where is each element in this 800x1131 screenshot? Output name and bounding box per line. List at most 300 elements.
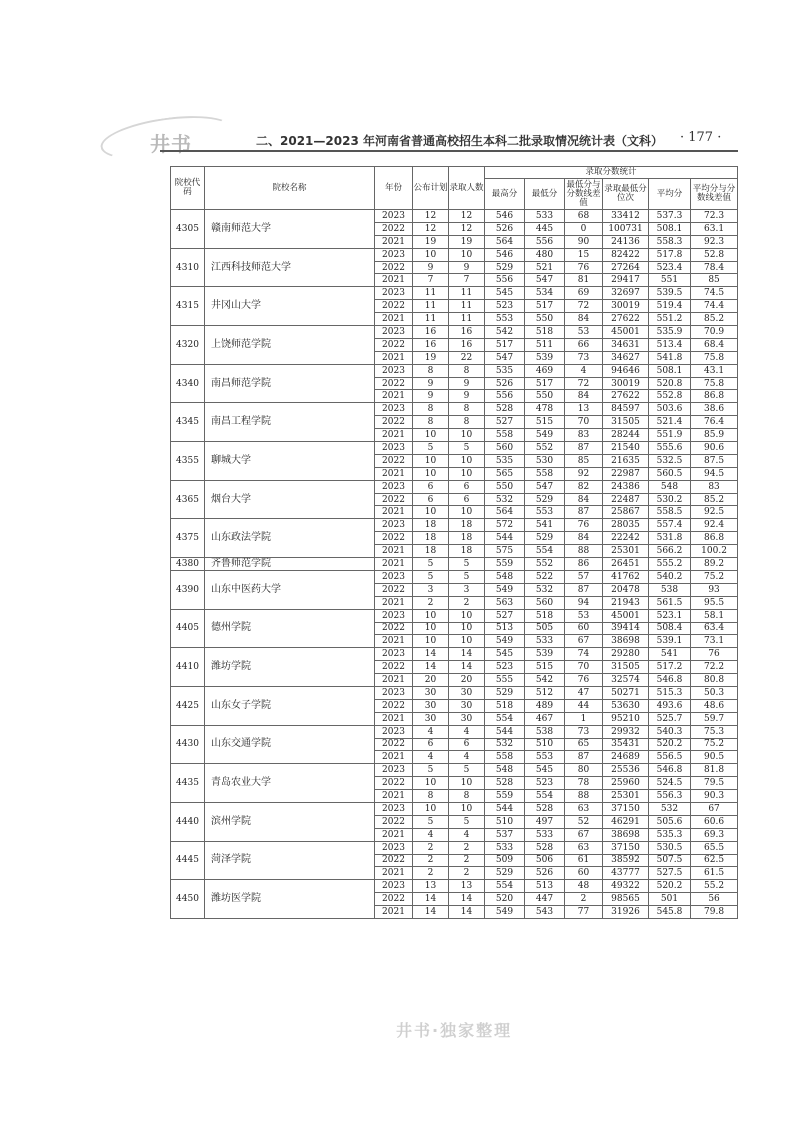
- cell-avg-diff: 63.1: [691, 222, 738, 235]
- cell-year: 2023: [375, 248, 413, 261]
- cell-plan: 6: [413, 738, 449, 751]
- cell-avg-score: 546.8: [649, 764, 691, 777]
- cell-avg-diff: 72.3: [691, 210, 738, 223]
- header-rule: [160, 150, 738, 152]
- cell-min-score: 534: [525, 287, 565, 300]
- cell-min-diff: 87: [565, 506, 603, 519]
- cell-max-score: 532: [485, 493, 525, 506]
- cell-min-diff: 57: [565, 570, 603, 583]
- cell-min-rank: 24689: [603, 751, 649, 764]
- cell-min-score: 541: [525, 519, 565, 532]
- cell-avg-score: 555.2: [649, 558, 691, 571]
- table-body: [171, 210, 738, 919]
- cell-year: 2023: [375, 880, 413, 893]
- cell-max-score: 544: [485, 725, 525, 738]
- cell-year: 2022: [375, 261, 413, 274]
- cell-min-diff: 53: [565, 326, 603, 339]
- cell-year: 2021: [375, 351, 413, 364]
- cell-avg-score: 520.2: [649, 738, 691, 751]
- cell-avg-diff: 100.2: [691, 545, 738, 558]
- cell-min-score: 533: [525, 210, 565, 223]
- cell-avg-diff: 85: [691, 274, 738, 287]
- cell-min-rank: 21540: [603, 442, 649, 455]
- cell-min-diff: 84: [565, 532, 603, 545]
- cell-avg-score: 532.5: [649, 454, 691, 467]
- cell-avg-diff: 74.4: [691, 300, 738, 313]
- cell-min-score: 530: [525, 454, 565, 467]
- cell-min-score: 556: [525, 235, 565, 248]
- cell-avg-score: 551: [649, 274, 691, 287]
- cell-avg-diff: 76.4: [691, 416, 738, 429]
- cell-min-diff: 1: [565, 712, 603, 725]
- cell-avg-score: 555.6: [649, 442, 691, 455]
- cell-year: 2022: [375, 532, 413, 545]
- cell-max-score: 554: [485, 712, 525, 725]
- cell-min-diff: 70: [565, 416, 603, 429]
- cell-min-score: 558: [525, 467, 565, 480]
- cell-plan: 19: [413, 235, 449, 248]
- cell-admit: 10: [449, 802, 485, 815]
- cell-year: 2022: [375, 661, 413, 674]
- table-row: [171, 802, 738, 815]
- cell-avg-score: 503.6: [649, 403, 691, 416]
- cell-year: 2021: [375, 235, 413, 248]
- col-score-group: 录取分数统计: [485, 167, 738, 179]
- table-row: [171, 403, 738, 416]
- cell-plan: 8: [413, 364, 449, 377]
- cell-min-diff: 65: [565, 738, 603, 751]
- cell-min-diff: 73: [565, 725, 603, 738]
- cell-admit: 18: [449, 545, 485, 558]
- cell-min-rank: 24386: [603, 480, 649, 493]
- cell-max-score: 556: [485, 274, 525, 287]
- cell-avg-diff: 52.8: [691, 248, 738, 261]
- cell-min-diff: 13: [565, 403, 603, 416]
- cell-min-score: 522: [525, 570, 565, 583]
- cell-plan: 5: [413, 815, 449, 828]
- cell-min-diff: 78: [565, 777, 603, 790]
- cell-min-diff: 85: [565, 454, 603, 467]
- cell-avg-score: 540.2: [649, 570, 691, 583]
- cell-min-diff: 84: [565, 313, 603, 326]
- cell-avg-score: 556.5: [649, 751, 691, 764]
- cell-avg-score: 537.3: [649, 210, 691, 223]
- cell-min-score: 445: [525, 222, 565, 235]
- cell-min-rank: 82422: [603, 248, 649, 261]
- cell-avg-diff: 75.3: [691, 725, 738, 738]
- cell-max-score: 544: [485, 532, 525, 545]
- school-name: 江西科技师范大学: [205, 248, 375, 287]
- cell-year: 2021: [375, 790, 413, 803]
- cell-admit: 8: [449, 790, 485, 803]
- cell-admit: 11: [449, 313, 485, 326]
- cell-avg-diff: 69.3: [691, 828, 738, 841]
- table-row: [171, 519, 738, 532]
- cell-min-score: 517: [525, 377, 565, 390]
- cell-admit: 2: [449, 867, 485, 880]
- cell-min-score: 510: [525, 738, 565, 751]
- cell-min-score: 553: [525, 506, 565, 519]
- cell-min-score: 480: [525, 248, 565, 261]
- cell-avg-diff: 65.5: [691, 841, 738, 854]
- cell-max-score: 529: [485, 867, 525, 880]
- cell-avg-score: 540.3: [649, 725, 691, 738]
- cell-year: 2022: [375, 622, 413, 635]
- cell-year: 2023: [375, 326, 413, 339]
- col-avg-diff: 平均分与分数线差值: [691, 179, 738, 210]
- cell-avg-score: 552.8: [649, 390, 691, 403]
- cell-plan: 11: [413, 300, 449, 313]
- school-name: 山东女子学院: [205, 686, 375, 725]
- col-name: 院校名称: [205, 167, 375, 210]
- cell-min-rank: 30019: [603, 300, 649, 313]
- cell-avg-diff: 90.3: [691, 790, 738, 803]
- cell-min-score: 478: [525, 403, 565, 416]
- cell-admit: 5: [449, 570, 485, 583]
- cell-avg-score: 513.4: [649, 338, 691, 351]
- cell-min-rank: 43777: [603, 867, 649, 880]
- cell-plan: 18: [413, 545, 449, 558]
- cell-plan: 12: [413, 210, 449, 223]
- cell-min-rank: 50271: [603, 686, 649, 699]
- school-code: 4425: [171, 686, 205, 725]
- cell-max-score: 550: [485, 480, 525, 493]
- table-row: [171, 287, 738, 300]
- cell-admit: 16: [449, 326, 485, 339]
- cell-min-diff: 77: [565, 906, 603, 919]
- cell-max-score: 572: [485, 519, 525, 532]
- cell-min-rank: 41762: [603, 570, 649, 583]
- cell-avg-score: 548: [649, 480, 691, 493]
- cell-max-score: 523: [485, 300, 525, 313]
- cell-max-score: 535: [485, 364, 525, 377]
- cell-year: 2023: [375, 210, 413, 223]
- school-code: 4355: [171, 442, 205, 481]
- cell-min-rank: 84597: [603, 403, 649, 416]
- cell-min-score: 552: [525, 442, 565, 455]
- cell-max-score: 532: [485, 738, 525, 751]
- cell-avg-diff: 85.2: [691, 313, 738, 326]
- cell-admit: 13: [449, 880, 485, 893]
- table-row: [171, 248, 738, 261]
- cell-plan: 14: [413, 906, 449, 919]
- cell-max-score: 520: [485, 893, 525, 906]
- cell-avg-diff: 78.4: [691, 261, 738, 274]
- school-code: 4310: [171, 248, 205, 287]
- cell-avg-diff: 79.5: [691, 777, 738, 790]
- cell-year: 2023: [375, 725, 413, 738]
- cell-min-rank: 34631: [603, 338, 649, 351]
- cell-avg-diff: 90.6: [691, 442, 738, 455]
- cell-max-score: 513: [485, 622, 525, 635]
- cell-plan: 4: [413, 725, 449, 738]
- cell-year: 2023: [375, 686, 413, 699]
- school-name: 山东交通学院: [205, 725, 375, 764]
- cell-avg-diff: 80.8: [691, 674, 738, 687]
- cell-min-rank: 29417: [603, 274, 649, 287]
- school-code: 4430: [171, 725, 205, 764]
- cell-avg-diff: 93: [691, 583, 738, 596]
- cell-max-score: 564: [485, 506, 525, 519]
- cell-avg-diff: 76: [691, 648, 738, 661]
- cell-admit: 19: [449, 235, 485, 248]
- cell-min-score: 532: [525, 583, 565, 596]
- cell-admit: 4: [449, 725, 485, 738]
- cell-max-score: 527: [485, 609, 525, 622]
- cell-avg-diff: 72.2: [691, 661, 738, 674]
- cell-avg-diff: 75.8: [691, 377, 738, 390]
- cell-avg-diff: 90.5: [691, 751, 738, 764]
- table-row: [171, 686, 738, 699]
- cell-avg-diff: 61.5: [691, 867, 738, 880]
- cell-admit: 10: [449, 454, 485, 467]
- cell-min-rank: 34627: [603, 351, 649, 364]
- cell-admit: 8: [449, 416, 485, 429]
- cell-admit: 12: [449, 210, 485, 223]
- cell-plan: 8: [413, 403, 449, 416]
- cell-max-score: 517: [485, 338, 525, 351]
- cell-min-rank: 27622: [603, 313, 649, 326]
- cell-year: 2022: [375, 377, 413, 390]
- cell-min-rank: 95210: [603, 712, 649, 725]
- cell-avg-score: 546.8: [649, 674, 691, 687]
- cell-min-rank: 53630: [603, 699, 649, 712]
- cell-admit: 8: [449, 403, 485, 416]
- cell-avg-diff: 67: [691, 802, 738, 815]
- cell-avg-diff: 87.5: [691, 454, 738, 467]
- cell-min-score: 545: [525, 764, 565, 777]
- cell-admit: 2: [449, 854, 485, 867]
- cell-min-diff: 53: [565, 609, 603, 622]
- cell-admit: 10: [449, 248, 485, 261]
- cell-min-rank: 21635: [603, 454, 649, 467]
- cell-admit: 5: [449, 558, 485, 571]
- col-admit: 录取人数: [449, 167, 485, 210]
- cell-max-score: 545: [485, 287, 525, 300]
- cell-min-rank: 20478: [603, 583, 649, 596]
- cell-min-score: 467: [525, 712, 565, 725]
- cell-min-rank: 46291: [603, 815, 649, 828]
- cell-min-score: 515: [525, 661, 565, 674]
- cell-min-rank: 32697: [603, 287, 649, 300]
- school-code: 4405: [171, 609, 205, 648]
- cell-max-score: 565: [485, 467, 525, 480]
- cell-min-diff: 48: [565, 880, 603, 893]
- col-avg: 平均分: [649, 179, 691, 210]
- cell-avg-diff: 63.4: [691, 622, 738, 635]
- cell-min-score: 505: [525, 622, 565, 635]
- school-name: 赣南师范大学: [205, 210, 375, 249]
- school-name: 山东政法学院: [205, 519, 375, 558]
- cell-avg-diff: 55.2: [691, 880, 738, 893]
- cell-min-rank: 25867: [603, 506, 649, 519]
- cell-max-score: 518: [485, 699, 525, 712]
- cell-min-diff: 92: [565, 467, 603, 480]
- cell-admit: 5: [449, 442, 485, 455]
- cell-avg-score: 566.2: [649, 545, 691, 558]
- school-name: 上饶师范学院: [205, 326, 375, 365]
- cell-admit: 10: [449, 429, 485, 442]
- cell-avg-diff: 70.9: [691, 326, 738, 339]
- cell-year: 2021: [375, 545, 413, 558]
- cell-max-score: 549: [485, 583, 525, 596]
- cell-plan: 10: [413, 635, 449, 648]
- cell-avg-score: 508.1: [649, 364, 691, 377]
- cell-min-rank: 32574: [603, 674, 649, 687]
- cell-min-score: 542: [525, 674, 565, 687]
- cell-min-score: 539: [525, 351, 565, 364]
- cell-year: 2022: [375, 699, 413, 712]
- school-name: 南昌工程学院: [205, 403, 375, 442]
- cell-year: 2021: [375, 506, 413, 519]
- cell-min-score: 513: [525, 880, 565, 893]
- cell-min-diff: 84: [565, 390, 603, 403]
- cell-plan: 18: [413, 532, 449, 545]
- cell-min-rank: 38592: [603, 854, 649, 867]
- cell-plan: 30: [413, 699, 449, 712]
- cell-avg-score: 538: [649, 583, 691, 596]
- page-title: 二、2021—2023 年河南省普通高校招生本科二批录取情况统计表（文科）: [256, 134, 663, 148]
- cell-min-diff: 76: [565, 261, 603, 274]
- cell-year: 2021: [375, 274, 413, 287]
- cell-avg-score: 530.2: [649, 493, 691, 506]
- cell-admit: 14: [449, 893, 485, 906]
- cell-plan: 10: [413, 777, 449, 790]
- cell-min-diff: 84: [565, 493, 603, 506]
- cell-min-diff: 72: [565, 300, 603, 313]
- col-code: 院校代码: [171, 167, 205, 210]
- cell-avg-diff: 86.8: [691, 532, 738, 545]
- cell-plan: 6: [413, 493, 449, 506]
- cell-max-score: 523: [485, 661, 525, 674]
- cell-min-diff: 80: [565, 764, 603, 777]
- cell-min-diff: 94: [565, 596, 603, 609]
- cell-min-score: 533: [525, 828, 565, 841]
- cell-year: 2021: [375, 906, 413, 919]
- cell-year: 2022: [375, 777, 413, 790]
- cell-min-diff: 15: [565, 248, 603, 261]
- school-code: 4390: [171, 570, 205, 609]
- cell-min-diff: 83: [565, 429, 603, 442]
- cell-min-diff: 90: [565, 235, 603, 248]
- cell-max-score: 547: [485, 351, 525, 364]
- cell-min-rank: 21943: [603, 596, 649, 609]
- cell-min-score: 528: [525, 841, 565, 854]
- school-code: 4320: [171, 326, 205, 365]
- school-code: 4380: [171, 558, 205, 571]
- cell-plan: 8: [413, 790, 449, 803]
- cell-max-score: 528: [485, 403, 525, 416]
- cell-max-score: 529: [485, 686, 525, 699]
- cell-admit: 10: [449, 609, 485, 622]
- cell-min-rank: 26451: [603, 558, 649, 571]
- cell-plan: 16: [413, 338, 449, 351]
- table-row: [171, 570, 738, 583]
- cell-min-rank: 31505: [603, 416, 649, 429]
- cell-min-score: 523: [525, 777, 565, 790]
- cell-admit: 16: [449, 338, 485, 351]
- cell-avg-diff: 81.8: [691, 764, 738, 777]
- table-row: [171, 725, 738, 738]
- cell-min-score: 506: [525, 854, 565, 867]
- cell-min-diff: 82: [565, 480, 603, 493]
- col-year: 年份: [375, 167, 413, 210]
- cell-year: 2023: [375, 841, 413, 854]
- cell-min-score: 526: [525, 867, 565, 880]
- school-code: 4440: [171, 802, 205, 841]
- table-row: [171, 841, 738, 854]
- cell-avg-diff: 75.2: [691, 570, 738, 583]
- table-row: [171, 480, 738, 493]
- cell-year: 2021: [375, 828, 413, 841]
- cell-avg-score: 505.6: [649, 815, 691, 828]
- cell-avg-diff: 58.1: [691, 609, 738, 622]
- cell-min-rank: 37150: [603, 802, 649, 815]
- cell-admit: 14: [449, 906, 485, 919]
- admission-table: [170, 166, 738, 919]
- cell-avg-diff: 74.5: [691, 287, 738, 300]
- cell-min-diff: 72: [565, 377, 603, 390]
- cell-admit: 4: [449, 751, 485, 764]
- cell-min-score: 515: [525, 416, 565, 429]
- cell-admit: 14: [449, 648, 485, 661]
- cell-min-score: 469: [525, 364, 565, 377]
- cell-min-rank: 25301: [603, 545, 649, 558]
- cell-plan: 14: [413, 661, 449, 674]
- cell-avg-score: 560.5: [649, 467, 691, 480]
- cell-admit: 10: [449, 506, 485, 519]
- cell-avg-score: 535.9: [649, 326, 691, 339]
- cell-admit: 11: [449, 287, 485, 300]
- cell-year: 2022: [375, 338, 413, 351]
- cell-year: 2022: [375, 583, 413, 596]
- cell-admit: 30: [449, 686, 485, 699]
- cell-admit: 4: [449, 828, 485, 841]
- cell-plan: 11: [413, 287, 449, 300]
- cell-avg-score: 539.1: [649, 635, 691, 648]
- cell-min-diff: 81: [565, 274, 603, 287]
- cell-avg-score: 493.6: [649, 699, 691, 712]
- school-code: 4410: [171, 648, 205, 687]
- cell-plan: 14: [413, 648, 449, 661]
- cell-year: 2023: [375, 570, 413, 583]
- table-row: [171, 364, 738, 377]
- cell-avg-score: 551.9: [649, 429, 691, 442]
- cell-year: 2021: [375, 390, 413, 403]
- cell-max-score: 545: [485, 648, 525, 661]
- cell-min-diff: 60: [565, 622, 603, 635]
- cell-max-score: 564: [485, 235, 525, 248]
- cell-min-rank: 94646: [603, 364, 649, 377]
- cell-plan: 2: [413, 841, 449, 854]
- cell-min-diff: 87: [565, 583, 603, 596]
- cell-min-score: 552: [525, 558, 565, 571]
- cell-min-diff: 0: [565, 222, 603, 235]
- cell-min-score: 529: [525, 493, 565, 506]
- cell-year: 2021: [375, 467, 413, 480]
- cell-avg-diff: 75.2: [691, 738, 738, 751]
- cell-plan: 13: [413, 880, 449, 893]
- footer-watermark: 井书·独家整理: [396, 1021, 513, 1040]
- cell-min-score: 528: [525, 802, 565, 815]
- cell-avg-diff: 85.2: [691, 493, 738, 506]
- cell-year: 2021: [375, 867, 413, 880]
- cell-max-score: 558: [485, 429, 525, 442]
- cell-max-score: 556: [485, 390, 525, 403]
- cell-avg-score: 541: [649, 648, 691, 661]
- cell-avg-score: 561.5: [649, 596, 691, 609]
- cell-plan: 10: [413, 467, 449, 480]
